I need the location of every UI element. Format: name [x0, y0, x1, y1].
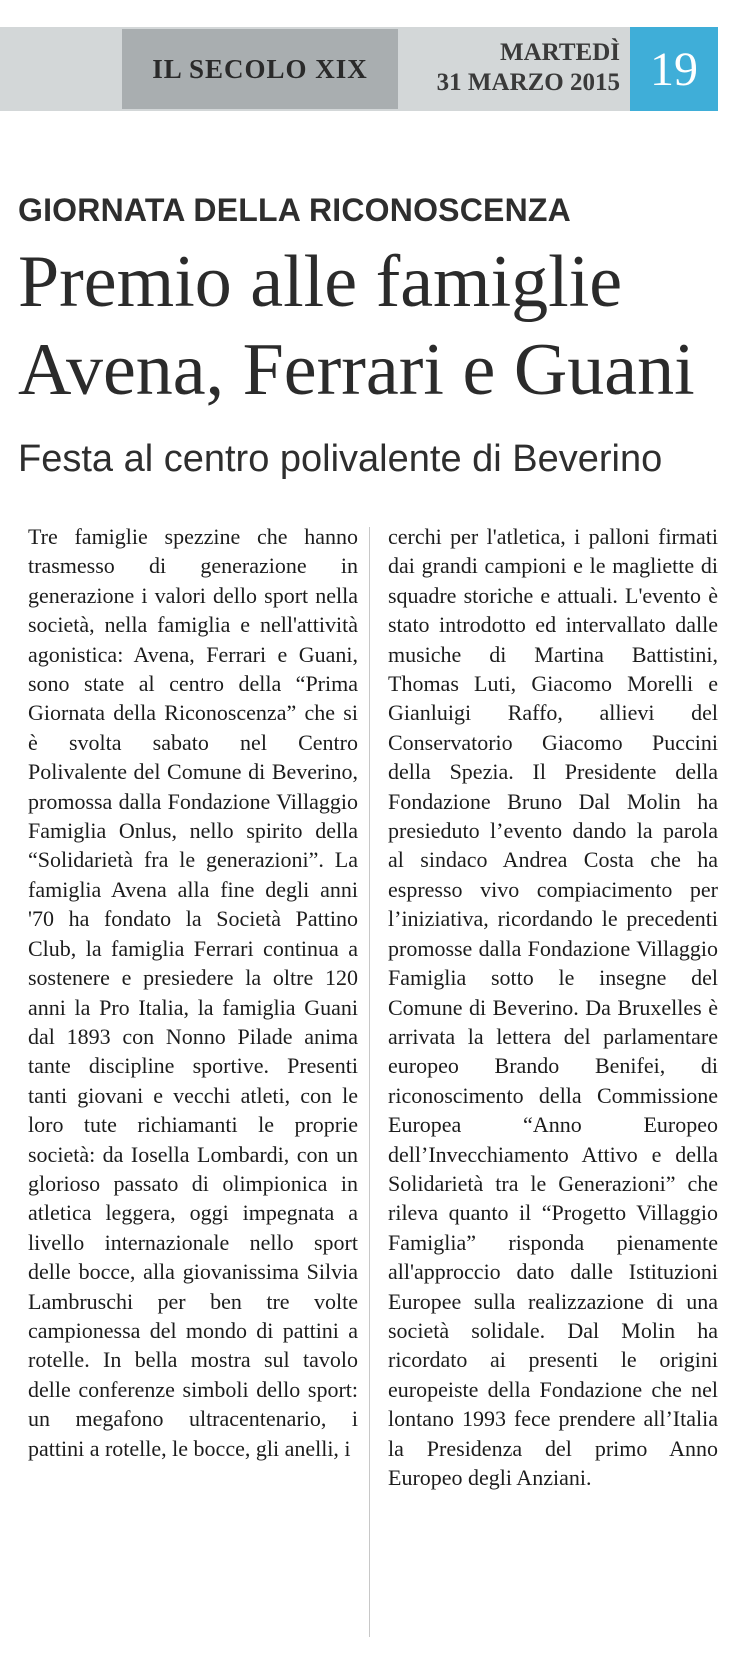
- article-headline: [18, 238, 738, 414]
- issue-day: MARTEDÌ: [500, 39, 620, 66]
- article-subheadline: Festa al centro polivalente di Beverino: [18, 438, 663, 480]
- issue-date: [410, 38, 620, 98]
- newspaper-name: IL SECOLO XIX: [122, 29, 398, 109]
- column-divider: [369, 527, 370, 1637]
- headline-line-2: Avena, Ferrari e Guani: [18, 329, 695, 411]
- issue-date-text: 31 MARZO 2015: [436, 69, 620, 96]
- article-body-column-right: cerchi per l'atletica, i palloni firmati dai grandi campioni e le magliette di squadre storiche e attuali. L'evento è stato introdotto ed intervallato dalle musiche di Martina Battistini, Thomas Luti, Giacomo Morelli e Gianluigi Raffo, allievi del Conservatorio Giacomo Puccini della Spezia. Il Presidente della Fondazione Bruno Dal Molin ha presieduto l’evento dando la parola al sindaco Andrea Costa che ha espresso vivo compiacimento per l’iniziativa, ricordando le precedenti promosse dalla Fondazione Villaggio Famiglia sotto le insegne del Comune di Beverino. Da Bruxelles è arrivata la lettera del parlamentare europeo Brando Benifei, di riconoscimento della Commissione Europea “Anno Europeo dell’Invecchiamento Attivo e della Solidarietà tra le Generazioni” che rileva quanto il “Progetto Villaggio Famiglia” risponda pienamente all'approccio dato dalle Istituzioni Europee sulla realizzazione di una società solidale. Dal Molin ha ricordato ai presenti le origini europeiste della Fondazione che nel lontano 1993 fece prendere all’Italia la Presidenza del primo Anno Europeo degli Anziani.: [388, 524, 718, 1490]
- page-number: 19: [630, 27, 718, 111]
- headline-line-1: Premio alle famiglie: [18, 241, 623, 323]
- article-kicker: GIORNATA DELLA RICONOSCENZA: [18, 192, 571, 228]
- article-body-column-left: Tre famiglie spezzine che hanno trasmesso di generazione in generazione i valori dello sport nella società, nella famiglia e nell'attività agonistica: Avena, Ferrari e Guani, sono state al centro della “Prima Giornata della Riconoscenza” che si è svolta sabato nel Centro Polivalente del Comune di Beverino, promossa dalla Fondazione Villaggio Famiglia Onlus, nello spirito della “Solidarietà fra le generazioni”. La famiglia Avena alla fine degli anni '70 ha fondato la Società Pattino Club, la famiglia Ferrari continua a sostenere e presiedere la oltre 120 anni la Pro Italia, la famiglia Guani dal 1893 con Nonno Pilade anima tante discipline sportive. Presenti tanti giovani e vecchi atleti, con le loro tute richiamanti le proprie società: da Iosella Lombardi, con un glorioso passato di olimpionica in atletica leggera, oggi impegnata a livello internazionale nello sport delle bocce, alla giovanissima Silvia Lambruschi per ben tre volte campionessa del mondo di pattini a rotelle. In bella mostra sul tavolo delle conferenze simboli dello sport: un megafono ultracentenario, i pattini a rotelle, le bocce, gli anelli, i: [28, 524, 358, 1461]
